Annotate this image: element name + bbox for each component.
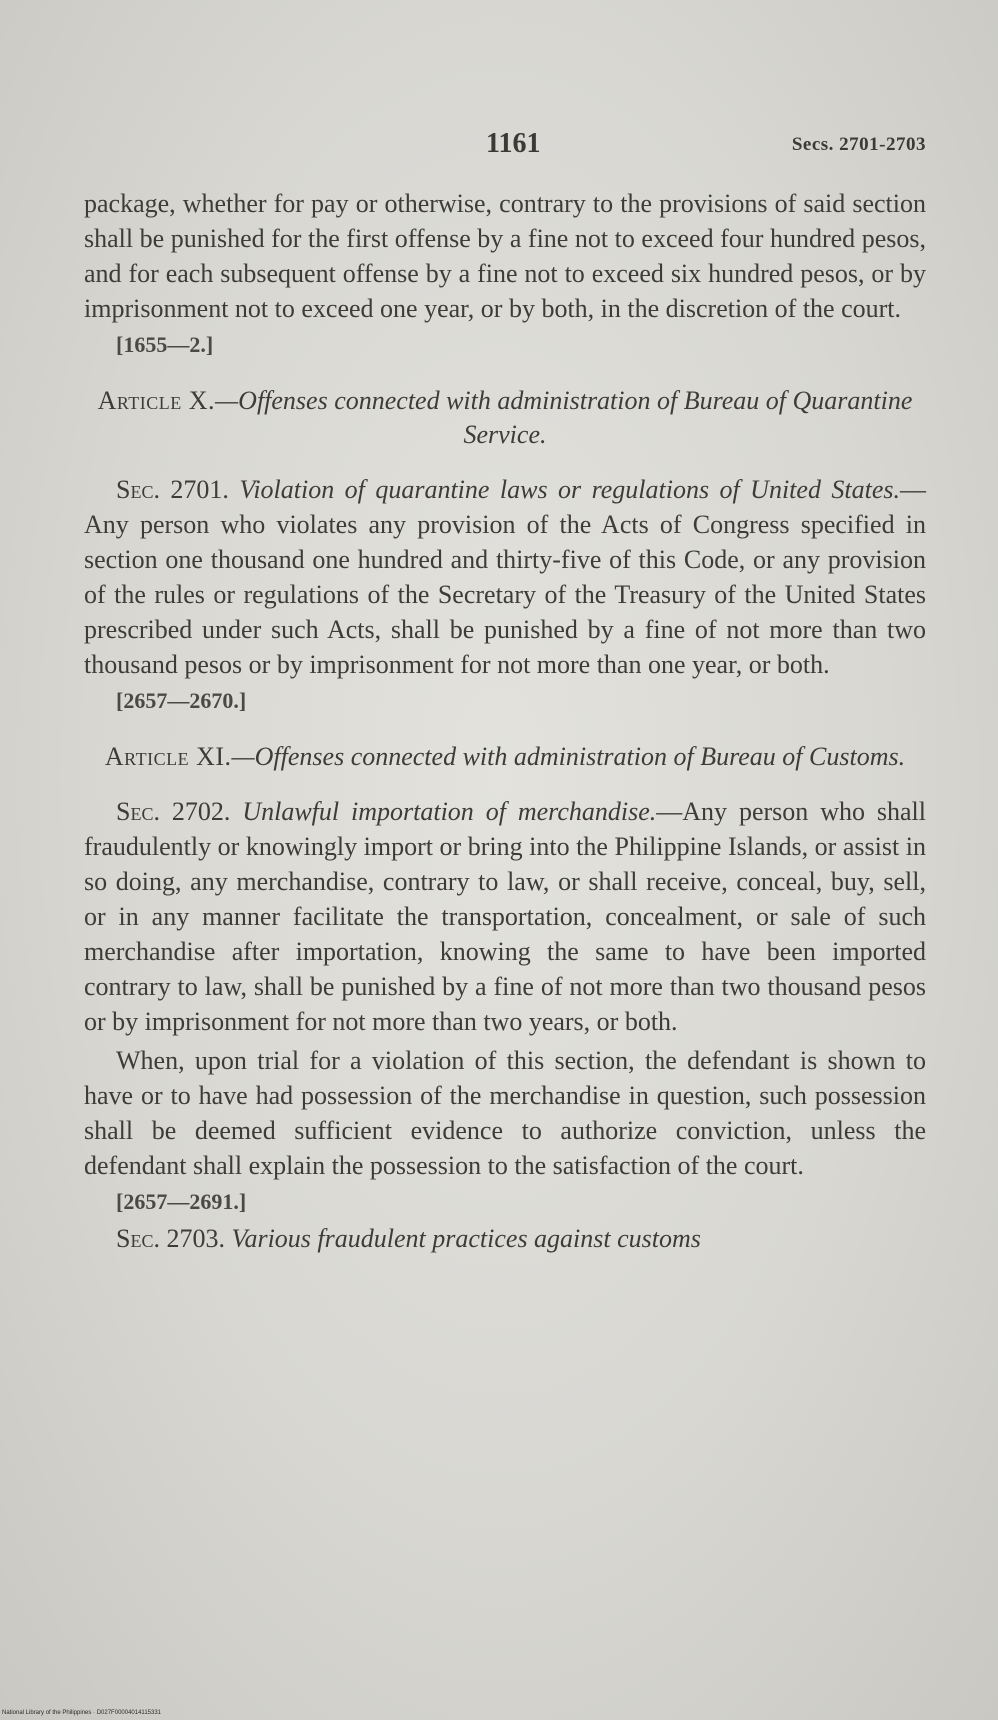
section-2703	[84, 1221, 926, 1256]
section-2701-title: Violation of quarantine laws or regulations of United States.	[239, 475, 901, 504]
section-2701-label: Sec. 2701.	[116, 475, 229, 504]
section-2702-title: Unlawful importation of merchandise.	[242, 797, 657, 826]
article-x-title: —Offenses connected with administration of Bureau of Quarantine Service.	[215, 386, 913, 449]
section-2702	[84, 794, 926, 1039]
continuation-paragraph: package, whether for pay or otherwise, contrary to the provisions of said section shall be punished for the first offense by a fine not to exceed four hundred pesos, and for each subsequent offense by a fine not to exceed six hundred pesos, or by imprisonment not to exceed one year, or by both, in the discretion of the court.	[84, 189, 926, 323]
section-2703-title: Various fraudulent practices against customs	[231, 1224, 701, 1253]
article-x-heading	[84, 384, 926, 452]
citation-1655: [1655—2.]	[116, 332, 214, 357]
article-xi-title: —Offenses connected with administration of Bureau of Customs.	[231, 742, 906, 771]
citation-2657-2691: [2657—2691.]	[116, 1189, 247, 1214]
section-2701-text: —Any person who violates any provision of the Acts of Congress specified in section one thousand one hundred and thirty-five of this Code, or any provision of the rules or regulations of the Secretary of the Treasury of the United States prescribed under such Acts, shall be punished by a fine of not more than two thousand pesos or by imprisonment for not more than one year, or both.	[84, 475, 927, 679]
article-xi-label: Article XI.	[104, 742, 232, 771]
scan-credit-footer: National Library of the Philippines · D027F00004014115331	[2, 1710, 161, 1716]
page-body	[84, 186, 926, 1256]
section-2701	[84, 472, 926, 682]
section-2702-label: Sec. 2702.	[116, 797, 231, 826]
section-2702-paragraph-2: When, upon trial for a violation of this section, the defendant is shown to have or to have had possession of the merchandise in question, such possession shall be deemed sufficient evidence to authorize conviction, unless the defendant shall explain the possession to the satisfaction of the court.	[84, 1046, 926, 1180]
page-header	[0, 128, 998, 168]
article-xi-heading	[84, 740, 926, 774]
page-number: 1161	[486, 128, 541, 159]
section-2702-text: —Any person who shall fraudulently or knowingly import or bring into the Philippine Islands, or assist in so doing, any merchandise, contrary to law, or shall receive, conceal, buy, sell, or in any manner facilitate the transportation, concealment, or sale of such merchandise after importation, knowing the same to have been imported contrary to law, shall be punished by a fine of not more than two thousand pesos or by imprisonment for not more than two years, or both.	[84, 797, 926, 1036]
citation-2657-2670: [2657—2670.]	[116, 688, 247, 713]
article-x-label: Article X.	[97, 386, 216, 415]
section-2703-label: Sec. 2703.	[116, 1224, 225, 1253]
sections-range: Secs. 2701-2703	[791, 134, 926, 155]
